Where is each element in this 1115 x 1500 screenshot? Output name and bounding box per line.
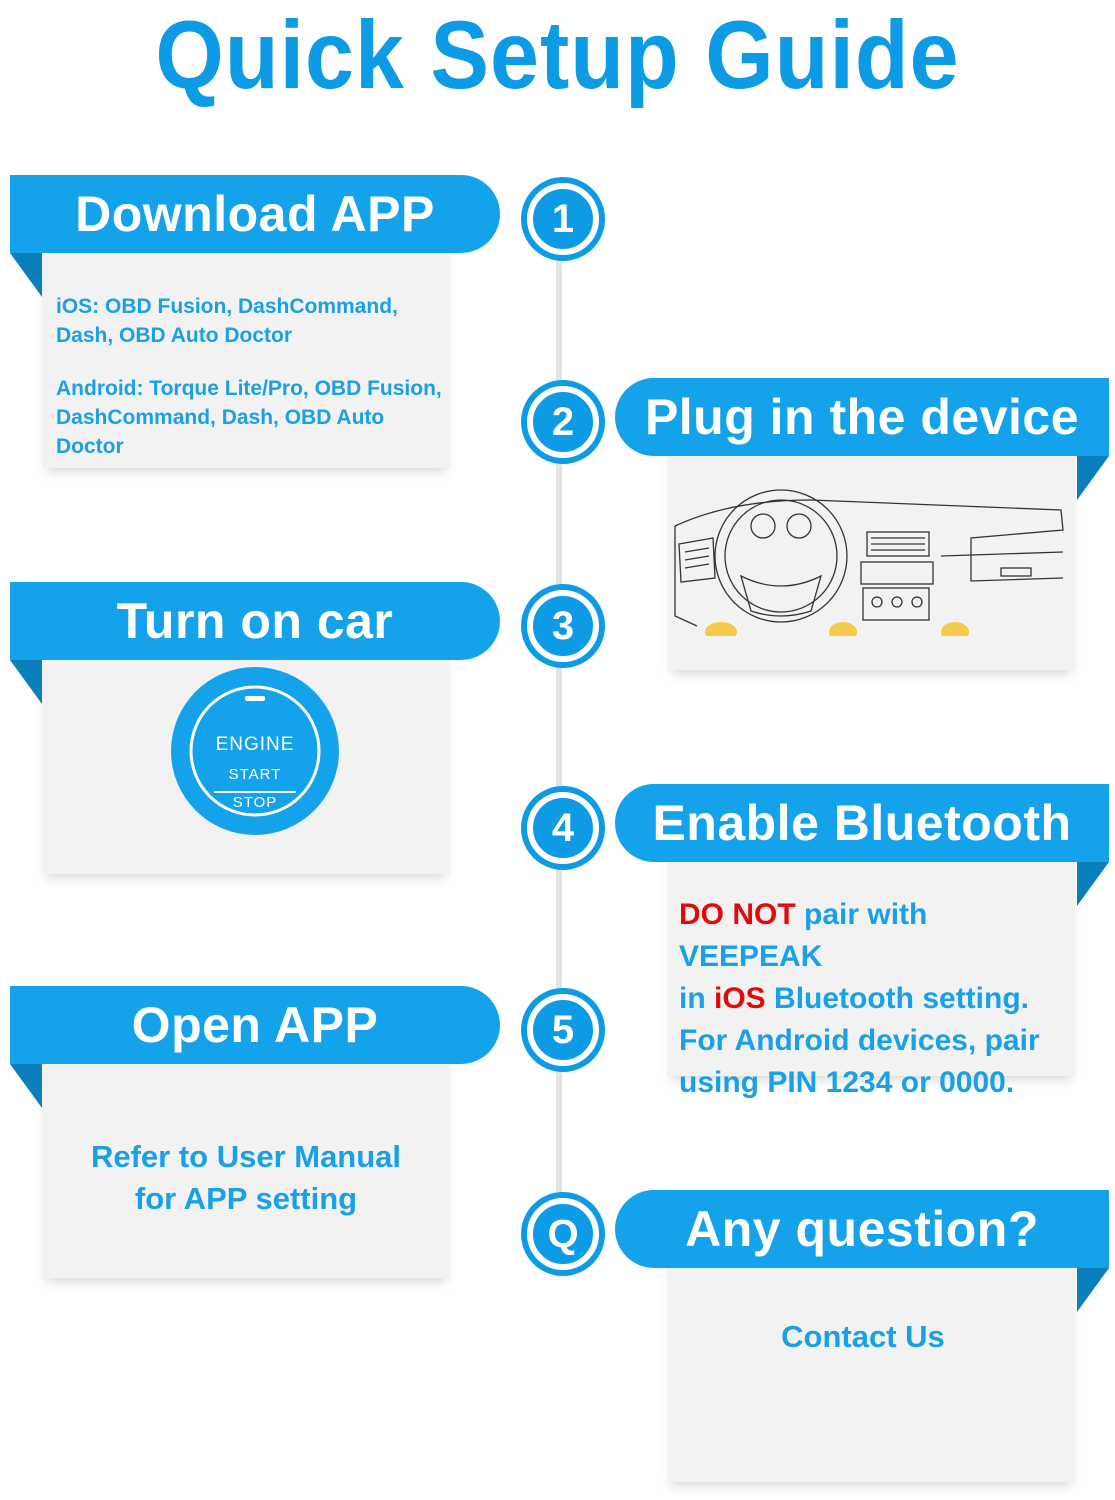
car-dashboard-icon [671, 486, 1071, 636]
bluetooth-line-3: For Android devices, pair using PIN 1234 or 0000. [679, 1024, 1040, 1099]
bluetooth-line-2 [679, 978, 1073, 1020]
bluetooth-line-2-pre: in [679, 982, 714, 1015]
timeline-line [556, 225, 562, 1245]
banner-fold [1077, 1268, 1109, 1312]
open-app-card [42, 1040, 450, 1278]
step-1-badge: 1 [527, 183, 599, 255]
engine-label: ENGINE [215, 734, 295, 755]
banner-fold [10, 1064, 42, 1108]
enable-bluetooth-heading: Enable Bluetooth [615, 784, 1109, 862]
download-app-card [42, 230, 450, 468]
bluetooth-line-1 [679, 894, 1073, 978]
android-apps-text: Android: Torque Lite/Pro, OBD Fusion, DashCommand, Dash, OBD Auto Doctor [56, 377, 442, 458]
download-app-heading: Download APP [10, 175, 500, 253]
any-question-heading: Any question? [615, 1190, 1109, 1268]
step-5-badge: 5 [527, 994, 599, 1066]
banner-fold [10, 660, 42, 704]
question-badge: Q [527, 1198, 599, 1270]
bluetooth-instructions [679, 894, 1073, 1104]
ios-apps-text: iOS: OBD Fusion, DashCommand, Dash, OBD Auto Doctor [56, 295, 398, 347]
plug-device-heading: Plug in the device [615, 378, 1109, 456]
page-title: Quick Setup Guide [155, 0, 960, 109]
start-label: START [228, 766, 282, 783]
open-app-text: Refer to User Manual for APP setting [90, 1139, 402, 1216]
turn-on-car-card [42, 636, 450, 874]
step-3-badge: 3 [527, 590, 599, 662]
enable-bluetooth-card [667, 838, 1075, 1099]
contact-us-link[interactable]: Contact Us [781, 1319, 945, 1354]
stop-label: STOP [232, 794, 278, 811]
do-not-warning: DO NOT [679, 898, 796, 931]
bluetooth-line-1-rest: pair with VEEPEAK [679, 898, 928, 973]
plug-device-card [667, 432, 1075, 670]
turn-on-car-heading: Turn on car [10, 582, 500, 660]
bluetooth-line-2-rest: Bluetooth setting. [765, 982, 1029, 1015]
ios-warning: iOS [714, 982, 766, 1015]
any-question-card [667, 1244, 1075, 1482]
open-app-heading: Open APP [10, 986, 500, 1064]
banner-fold [10, 253, 42, 297]
step-4-badge: 4 [527, 792, 599, 864]
banner-fold [1077, 862, 1109, 906]
banner-fold [1077, 456, 1109, 500]
step-2-badge: 2 [527, 386, 599, 458]
